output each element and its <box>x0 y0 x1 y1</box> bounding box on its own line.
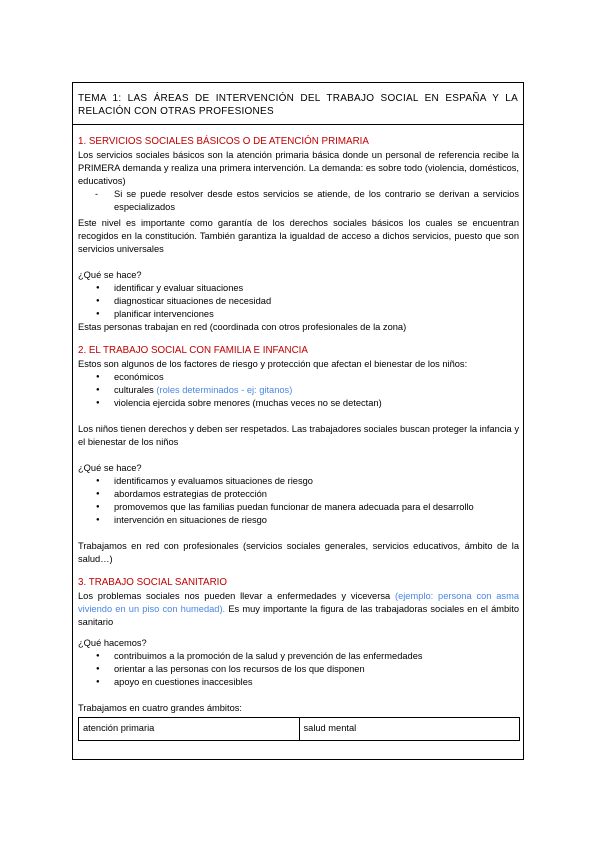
section1-paragraph: Este nivel es importante como garantía de los derechos sociales básicos los cuales se encuentran recogidos en la constitución. También garantiza la igualdad de acceso a dichos servicios, puesto que son servicios universales <box>78 218 519 254</box>
list-item: ● diagnosticar situaciones de necesidad <box>78 295 519 308</box>
document-title: TEMA 1: LAS ÁREAS DE INTERVENCIÓN DEL TRABAJO SOCIAL EN ESPAÑA Y LA RELACIÓN CON OTRAS PROFESIONES <box>73 83 523 125</box>
section2-list <box>78 475 519 527</box>
section3-heading: 3. TRABAJO SOCIAL SANITARIO <box>78 577 227 588</box>
list-item: ● orientar a las personas con los recursos de los que disponen <box>78 663 519 676</box>
list-item: ● abordamos estrategias de protección <box>78 488 519 501</box>
section1-closing: Estas personas trabajan en red (coordinada con otros profesionales de la zona) <box>78 322 407 332</box>
list-item: ● violencia ejercida sobre menores (muchas veces no se detectan) <box>78 397 519 410</box>
document-content <box>73 125 523 741</box>
section2-factors-list <box>78 371 519 410</box>
list-item: ● económicos <box>78 371 519 384</box>
section3-intro-text: Los problemas sociales nos pueden llevar a enfermedades y viceversa <box>78 591 391 601</box>
table-cell: atención primaria <box>79 718 300 741</box>
section2-closing: Trabajamos en red con profesionales (servicios sociales generales, servicios educativos, ámbito de la salud…) <box>78 541 519 564</box>
list-item: ● intervención en situaciones de riesgo <box>78 514 519 527</box>
section3-intro-note: (ejemplo: persona con asma viviendo en un piso con humedad). <box>78 591 519 614</box>
section3-intro <box>78 590 519 629</box>
list-item: ● apoyo en cuestiones inaccesibles <box>78 676 519 689</box>
section2-question: ¿Qué se hace? <box>78 463 142 473</box>
section3-intro-end: Es muy importante la figura de las trabajadoras sociales en el ámbito sanitario <box>78 604 519 627</box>
section1-intro: Los servicios sociales básicos son la atención primaria básica donde un personal de referencia recibe la PRIMERA demanda y realiza una primera intervención. La demanda: es sobre todo (violencia, domésticos, educativos) <box>78 150 519 186</box>
section2-heading: 2. EL TRABAJO SOCIAL CON FAMILIA E INFANCIA <box>78 345 308 356</box>
section1-heading: 1. SERVICIOS SOCIALES BÁSICOS O DE ATENCIÓN PRIMARIA <box>78 136 369 147</box>
factor-label: culturales <box>114 385 154 395</box>
section3-question: ¿Qué hacemos? <box>78 638 147 648</box>
list-item: ● contribuimos a la promoción de la salud y prevención de las enfermedades <box>78 650 519 663</box>
section2-intro: Estos son algunos de los factores de riesgo y protección que afectan el bienestar de los niños: <box>78 359 468 369</box>
list-item <box>78 384 519 397</box>
areas-table <box>78 717 520 741</box>
section3-table-intro: Trabajamos en cuatro grandes ámbitos: <box>78 703 242 713</box>
list-item: - Si se puede resolver desde estos servicios se atiende, de los contrario se derivan a servicios especializados <box>78 188 519 214</box>
list-item: ● identificamos y evaluamos situaciones de riesgo <box>78 475 519 488</box>
section1-question: ¿Qué se hace? <box>78 270 142 280</box>
list-item: ● planificar intervenciones <box>78 308 519 321</box>
document-frame <box>72 82 524 760</box>
section1-list <box>78 282 519 321</box>
list-item: ● promovemos que las familias puedan funcionar de manera adecuada para el desarrollo <box>78 501 519 514</box>
table-cell: salud mental <box>299 718 520 741</box>
section2-paragraph: Los niños tienen derechos y deben ser respetados. Las trabajadores sociales buscan proteger la infancia y el bienestar de los niños <box>78 424 519 447</box>
section1-dash-list <box>78 188 519 214</box>
table-row <box>79 718 520 741</box>
section3-list <box>78 650 519 689</box>
factor-note: (roles determinados - ej: gitanos) <box>156 385 293 395</box>
list-item: ● identificar y evaluar situaciones <box>78 282 519 295</box>
